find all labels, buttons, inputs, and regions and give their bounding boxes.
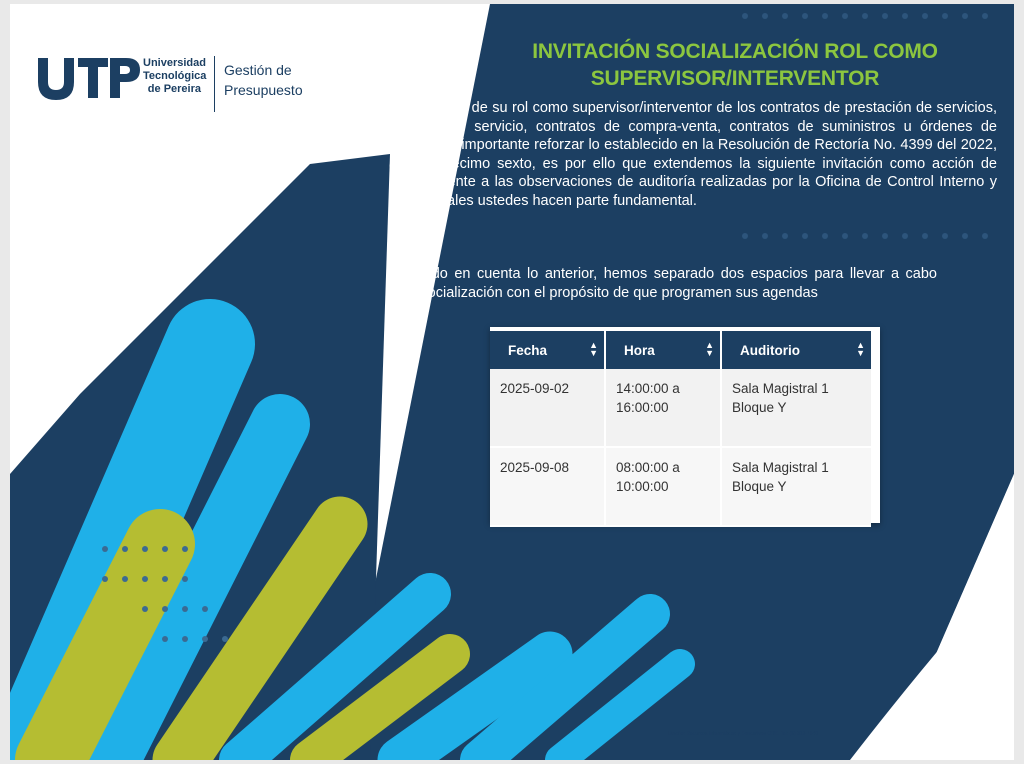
column-header-hora[interactable] — [605, 331, 721, 369]
university-line-3: de Pereira — [147, 83, 201, 95]
sort-icon[interactable]: ▲ ▼ — [589, 340, 598, 358]
logo-divider — [214, 56, 215, 112]
schedule-table — [490, 331, 871, 527]
slide — [10, 4, 1014, 760]
university-line-2: Tecnológica — [143, 70, 207, 82]
department-line-2: Presupuesto — [224, 82, 303, 98]
cell-hora: 14:00:00 a 16:00:00 — [605, 369, 721, 447]
table-header-row — [490, 331, 871, 369]
utp-logo — [36, 52, 140, 104]
university-line-1: Universidad — [143, 57, 206, 69]
cell-auditorio: Sala Magistral 1 Bloque Y — [721, 369, 871, 447]
cell-auditorio: Sala Magistral 1 Bloque Y — [721, 447, 871, 526]
logo-letter-p — [110, 58, 140, 98]
design-credit: Diseño: Recursos Informáticos y Educativos CRIE Tel: (6) 313 7140 — [668, 731, 818, 737]
title-line-2: SUPERVISOR/INTERVENTOR — [590, 67, 880, 90]
table-row — [490, 369, 871, 447]
sort-icon[interactable]: ▲ ▼ — [705, 340, 714, 358]
schedule-table-card — [490, 327, 880, 523]
column-header-auditorio[interactable] — [721, 331, 871, 369]
cell-hora: 08:00:00 a 10:00:00 — [605, 447, 721, 526]
column-header-label: Hora — [624, 342, 655, 358]
sort-icon[interactable]: ▲ ▼ — [856, 340, 865, 358]
university-name — [143, 57, 207, 96]
department-line-1: Gestión de — [224, 62, 292, 78]
invitation-title — [490, 38, 980, 92]
cell-fecha: 2025-09-08 — [490, 447, 605, 526]
title-line-1: INVITACIÓN SOCIALIZACIÓN ROL COMO — [532, 40, 938, 63]
column-header-fecha[interactable] — [490, 331, 605, 369]
logo-letter-t — [78, 58, 108, 98]
column-header-label: Fecha — [508, 342, 548, 358]
cell-fecha: 2025-09-02 — [490, 369, 605, 447]
column-header-label: Auditorio — [740, 342, 800, 358]
schedule-paragraph: Teniendo en cuenta lo anterior, hemos separado dos espacios para llevar a cabo esta socialización con el propósito de que programen sus agendas — [389, 266, 937, 301]
department-name — [224, 60, 303, 100]
table-row — [490, 447, 871, 526]
logo-letter-u — [38, 58, 74, 100]
intro-paragraph: En el marco de su rol como supervisor/interventor de los contratos de prestación de servicios, órdenes de servicio, contratos de compra-venta, contratos de suministros u órdenes de compra es importante reforzar lo establecido en la Resolución de Rectoría No. 4399 del 2022, artículo décimo sexto, es por ello que extendemos la siguiente invitación como acción de mejora frente a las observaciones de auditoría realizadas por la Oficina de Control Interno y de las cuales ustedes hacen parte fundamental. — [389, 100, 997, 209]
